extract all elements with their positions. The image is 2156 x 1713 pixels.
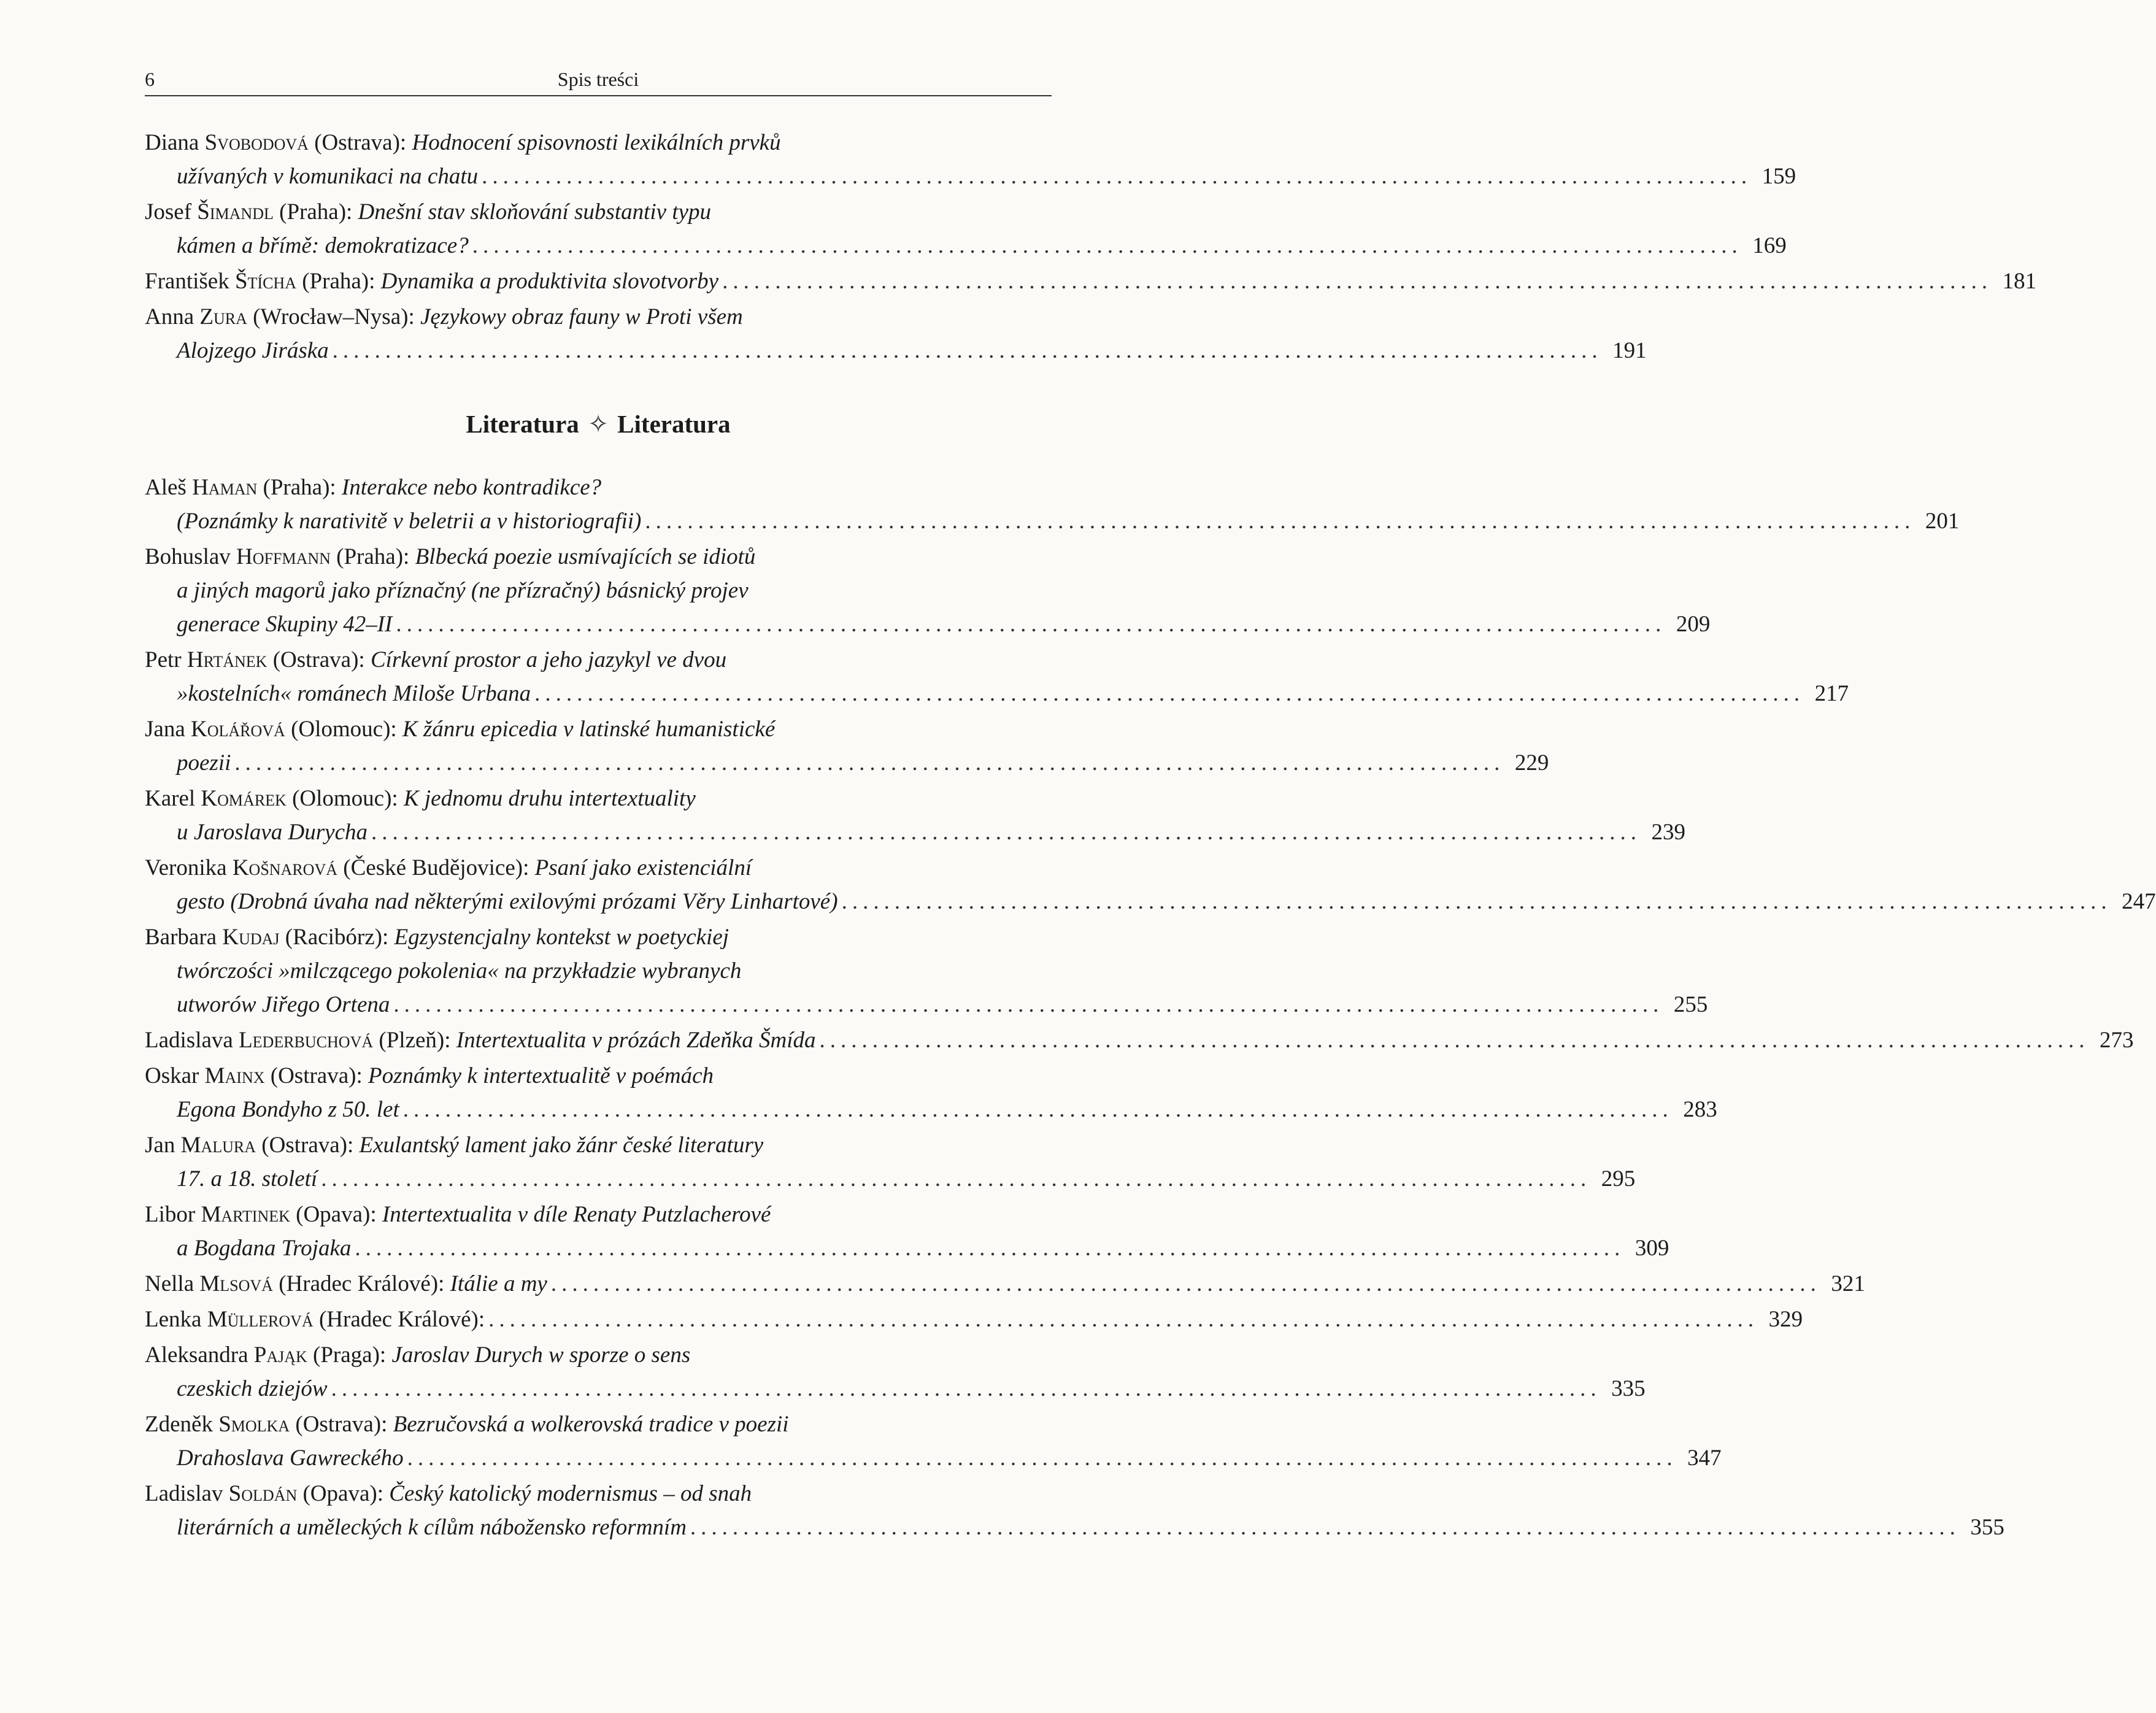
author-last-name: Pająk	[253, 1342, 307, 1368]
entry-title-end	[177, 1231, 351, 1265]
author-affiliation: (Ostrava):	[314, 130, 407, 155]
entry-line	[145, 195, 1052, 229]
author-last-name: Hrtánek	[187, 647, 268, 672]
entry-title: K žánru epicedia v latinské humanistické	[402, 717, 776, 742]
table-of-contents	[145, 126, 2156, 1546]
entry-last-line	[145, 988, 1708, 1022]
entry-last-line	[145, 1372, 1646, 1406]
author-first-name: Lenka	[145, 1307, 202, 1332]
dot-leader: ........................................................................................................................	[321, 1166, 1592, 1191]
page-ref: 229	[1514, 750, 1549, 776]
page-ref: 273	[2100, 1028, 2134, 1053]
entry-title: u Jaroslava Durycha	[177, 820, 368, 845]
entry-title: generace Skupiny 42–II	[177, 612, 393, 637]
author-first-name: Petr	[145, 647, 182, 672]
toc-entry[interactable]	[145, 1338, 1646, 1406]
author-first-name: Oskar	[145, 1063, 199, 1088]
entry-last-line	[145, 334, 1647, 368]
page-ref: 239	[1651, 820, 1686, 845]
entry-last-line	[145, 677, 1849, 710]
toc-entry[interactable]	[145, 1023, 2134, 1057]
author-first-name: Diana	[145, 130, 199, 155]
running-header	[145, 64, 1052, 96]
entry-title: Dnešní stav skloňování substantiv typu	[358, 199, 712, 225]
toc-entry[interactable]	[145, 540, 1711, 641]
entry-last-line	[145, 1267, 1865, 1301]
entry-title: utworów Jiřego Ortena	[177, 992, 390, 1017]
entry-last-line	[145, 229, 1787, 263]
author-first-name: Nella	[145, 1271, 194, 1296]
section-heading-right: Literatura	[617, 410, 731, 438]
entry-title: Psaní jako existenciální	[534, 855, 752, 880]
toc-entry[interactable]	[145, 300, 1647, 368]
entry-line	[145, 126, 1052, 160]
dot-leader: ........................................................................................................................	[331, 1376, 1601, 1401]
dot-leader: ........................................................................................................................	[690, 1515, 1960, 1540]
dot-leader: ........................................................................................................................	[234, 750, 1505, 776]
page-ref: 209	[1676, 612, 1711, 637]
author-last-name: Zura	[199, 304, 247, 329]
dot-leader: ........................................................................................................................	[819, 1028, 2090, 1053]
entry-title-end	[177, 229, 469, 263]
page-number: 6	[145, 68, 155, 90]
page-ref: 321	[1831, 1271, 1865, 1296]
author-first-name: Zdeněk	[145, 1412, 213, 1437]
entry-title: Językowy obraz fauny w Proti všem	[420, 304, 743, 329]
author-first-name: Jan	[145, 1133, 175, 1158]
toc-entry[interactable]	[145, 1303, 1803, 1336]
entry-title: K jednomu druhu intertextuality	[403, 786, 696, 811]
entry-line	[145, 954, 1052, 988]
page-ref: 255	[1673, 992, 1708, 1017]
entry-last-line	[145, 504, 1960, 538]
section-heading	[145, 409, 1052, 439]
entry-last-line	[145, 1441, 1722, 1475]
author-first-name: Ladislav	[145, 1481, 223, 1506]
page-ref: 191	[1612, 338, 1647, 363]
dot-leader: ........................................................................................................................	[371, 820, 1642, 845]
author-last-name: Haman	[192, 475, 258, 500]
author-affiliation: (Praga):	[313, 1342, 387, 1368]
entry-title: Jaroslav Durych w sporze o sens	[391, 1342, 691, 1368]
toc-entry[interactable]	[145, 195, 1787, 263]
dot-leader: ........................................................................................................................	[393, 992, 1664, 1017]
entry-title: Blbecká poezie usmívajících se idiotů	[415, 544, 756, 569]
dot-leader: ........................................................................................................................	[482, 164, 1752, 189]
entry-title: czeskich dziejów	[177, 1376, 328, 1401]
author-affiliation: (Praha):	[279, 199, 353, 225]
author-last-name: Soldán	[228, 1481, 298, 1506]
entry-title-end	[177, 1093, 399, 1126]
toc-entry[interactable]	[145, 712, 1549, 780]
entry-title: Církevní prostor a jeho jazykyl ve dvou	[370, 647, 727, 672]
author-first-name: Libor	[145, 1202, 196, 1227]
entry-title-end	[177, 334, 329, 368]
page-ref: 309	[1634, 1236, 1669, 1261]
entry-title-end	[177, 1372, 328, 1406]
author-first-name: Aleš	[145, 475, 187, 500]
author-last-name: Mainx	[204, 1063, 265, 1088]
toc-entry[interactable]	[145, 1059, 1717, 1126]
entry-line	[145, 540, 1052, 574]
entry-last-line	[145, 815, 1686, 849]
entry-title-end	[177, 885, 838, 918]
toc-entry[interactable]	[145, 1407, 1722, 1475]
entry-line	[145, 1198, 1052, 1231]
author-affiliation: (Plzeň):	[379, 1028, 451, 1053]
toc-entry[interactable]	[145, 264, 2037, 298]
author-affiliation: (Olomouc):	[292, 786, 398, 811]
entry-line	[145, 1059, 1052, 1093]
dot-leader: ........................................................................................................................	[396, 612, 1666, 637]
author-affiliation: (České Budějovice):	[343, 855, 529, 880]
entry-line	[145, 1338, 1052, 1372]
author-first-name: Veronika	[145, 855, 227, 880]
entry-line	[145, 782, 1052, 815]
author-affiliation: (Ostrava):	[270, 1063, 363, 1088]
page-ref: 347	[1687, 1445, 1722, 1471]
page-ref: 329	[1768, 1307, 1803, 1332]
toc-entry[interactable]	[145, 920, 1708, 1022]
toc-entry[interactable]	[145, 1477, 2004, 1544]
entry-line	[145, 574, 1052, 607]
entry-line	[145, 712, 1052, 746]
author-first-name: Jana	[145, 717, 185, 742]
author-last-name: Košnarová	[232, 855, 338, 880]
author-first-name: Anna	[145, 304, 194, 329]
entry-title: Intertextualita v prózách Zdeňka Šmída	[456, 1028, 816, 1053]
entry-title: Hodnocení spisovnosti lexikálních prvků	[412, 130, 781, 155]
page-ref: 295	[1601, 1166, 1636, 1191]
toc-section-linguistics	[145, 126, 2037, 368]
toc-entry[interactable]	[145, 851, 2156, 918]
entry-last-line	[145, 1093, 1717, 1126]
toc-entry[interactable]	[145, 643, 1849, 710]
author-affiliation: (Praha):	[302, 269, 375, 294]
toc-entry[interactable]	[145, 126, 1796, 193]
entry-line	[145, 851, 1052, 885]
dot-leader: ........................................................................................................................	[534, 681, 1805, 706]
entry-title: Alojzego Jiráska	[177, 338, 329, 363]
author-affiliation: (Praha):	[336, 544, 410, 569]
page-ref: 159	[1761, 164, 1796, 189]
entry-title: twórczości »milczącego pokolenia« na przykładzie wybranych	[177, 958, 742, 984]
entry-line	[145, 300, 1052, 334]
entry-title: (Poznámky k narativitě v beletrii a v historiografii)	[177, 509, 642, 534]
author-last-name: Müllerová	[207, 1307, 314, 1332]
author-affiliation: (Hradec Králové):	[279, 1271, 445, 1296]
entry-title: Interakce nebo kontradikce?	[341, 475, 602, 500]
entry-title-end	[145, 1267, 547, 1301]
entry-title: Český katolický modernismus – od snah	[389, 1481, 752, 1506]
entry-last-line	[145, 1511, 2004, 1544]
dot-leader: ........................................................................................................................	[488, 1307, 1759, 1332]
entry-last-line	[145, 264, 2037, 298]
entry-title: Bezručovská a wolkerovská tradice v poezii	[393, 1412, 789, 1437]
author-last-name: Svobodová	[204, 130, 309, 155]
entry-title: literárních a uměleckých k cílům nábožensko reformním	[177, 1515, 687, 1540]
dot-leader: ........................................................................................................................	[332, 338, 1603, 363]
entry-last-line	[145, 1023, 2134, 1057]
dot-leader: ........................................................................................................................	[402, 1097, 1673, 1122]
dot-leader: ........................................................................................................................	[472, 233, 1742, 258]
entry-title: a Bogdana Trojaka	[177, 1236, 352, 1261]
author-affiliation: (Ostrava):	[261, 1133, 354, 1158]
entry-title-end	[177, 815, 368, 849]
entry-last-line	[145, 1303, 1803, 1336]
entry-title: 17. a 18. století	[177, 1166, 318, 1191]
author-affiliation: (Racibórz):	[285, 925, 389, 950]
author-last-name: Martinek	[201, 1202, 290, 1227]
author-affiliation: (Opava):	[302, 1481, 383, 1506]
entry-last-line	[145, 160, 1796, 193]
entry-title-end	[177, 504, 641, 538]
page-ref: 169	[1752, 233, 1787, 258]
entry-line	[145, 1128, 1052, 1162]
page-ref: 201	[1925, 509, 1960, 534]
author-affiliation: (Opava):	[296, 1202, 377, 1227]
entry-title-end	[145, 264, 718, 298]
entry-title: gesto (Drobná úvaha nad některými exilovými prózami Věry Linhartové)	[177, 889, 838, 914]
author-affiliation: (Olomouc):	[291, 717, 397, 742]
entry-last-line	[145, 1231, 1669, 1265]
entry-line	[145, 643, 1052, 677]
author-last-name: Lederbuchová	[239, 1028, 374, 1053]
entry-line	[145, 1407, 1052, 1441]
entry-title-end	[145, 1303, 485, 1336]
page-ref: 217	[1814, 681, 1849, 706]
entry-title: »kostelních« románech Miloše Urbana	[177, 681, 531, 706]
author-last-name: Mlsová	[199, 1271, 273, 1296]
entry-title-end	[177, 746, 231, 780]
entry-title-end	[177, 607, 392, 641]
entry-title: kámen a břímě: demokratizace?	[177, 233, 469, 258]
entry-title: užívaných v komunikaci na chatu	[177, 164, 479, 189]
entry-title-end	[177, 1162, 317, 1196]
toc-section-literature	[145, 471, 2156, 1544]
entry-title: Poznámky k intertextualitě v poémách	[368, 1063, 714, 1088]
entry-title-end	[177, 160, 478, 193]
author-affiliation: (Praha):	[263, 475, 336, 500]
dot-leader: ........................................................................................................................	[407, 1445, 1677, 1471]
entry-line	[145, 1477, 1052, 1511]
entry-title: Egona Bondyho z 50. let	[177, 1097, 399, 1122]
author-last-name: Hoffmann	[236, 544, 331, 569]
author-last-name: Kudaj	[222, 925, 280, 950]
page-ref: 283	[1683, 1097, 1717, 1122]
author-last-name: Kolářová	[191, 717, 285, 742]
page-ref: 335	[1611, 1376, 1646, 1401]
running-title: Spis treści	[557, 68, 639, 90]
section-heading-left: Literatura	[466, 410, 579, 438]
dot-leader: ........................................................................................................................	[550, 1271, 1821, 1296]
entry-title-end	[177, 988, 390, 1022]
diamond-star-icon: ✧	[587, 410, 609, 438]
author-first-name: Aleksandra	[145, 1342, 248, 1368]
toc-entry[interactable]	[145, 1267, 1865, 1301]
author-last-name: Komárek	[201, 786, 287, 811]
author-first-name: Josef	[145, 199, 192, 225]
author-first-name: Karel	[145, 786, 196, 811]
entry-title-end	[145, 1023, 816, 1057]
toc-entry[interactable]	[145, 471, 1960, 538]
entry-line	[145, 920, 1052, 954]
page-ref: 355	[1970, 1515, 2004, 1540]
entry-title: poezii	[177, 750, 231, 776]
entry-last-line	[145, 607, 1711, 641]
dot-leader: ........................................................................................................................	[355, 1236, 1625, 1261]
entry-title-end	[177, 677, 531, 710]
author-first-name: František	[145, 269, 229, 294]
dot-leader: ........................................................................................................................	[841, 889, 2112, 914]
entry-title: a jiných magorů jako příznačný (ne přízračný) básnický projev	[177, 578, 749, 603]
page-ref: 247	[2122, 889, 2156, 914]
page-ref: 181	[2002, 269, 2037, 294]
author-affiliation: (Wrocław–Nysa):	[253, 304, 415, 329]
author-last-name: Šimandl	[197, 199, 274, 225]
author-affiliation: (Ostrava):	[272, 647, 365, 672]
entry-last-line	[145, 885, 2156, 918]
author-affiliation: (Hradec Králové):	[318, 1307, 485, 1332]
author-first-name: Ladislava	[145, 1028, 233, 1053]
entry-title: Intertextualita v díle Renaty Putzlacherové	[382, 1202, 771, 1227]
author-affiliation: (Ostrava):	[295, 1412, 388, 1437]
entry-line	[145, 471, 1052, 504]
author-last-name: Malura	[180, 1133, 256, 1158]
author-first-name: Bohuslav	[145, 544, 231, 569]
entry-title-end	[177, 1441, 404, 1475]
author-last-name: Štícha	[234, 269, 296, 294]
entry-title: Egzystencjalny kontekst w poetyckiej	[394, 925, 730, 950]
entry-title: Itálie a my	[450, 1271, 547, 1296]
author-first-name: Barbara	[145, 925, 217, 950]
entry-title-end	[177, 1511, 687, 1544]
toc-entry[interactable]	[145, 1128, 1636, 1196]
entry-title: Dynamika a produktivita slovotvorby	[380, 269, 719, 294]
dot-leader: ........................................................................................................................	[645, 509, 1915, 534]
entry-last-line	[145, 1162, 1636, 1196]
dot-leader: ........................................................................................................................	[722, 269, 1993, 294]
entry-title: Exulantský lament jako žánr české literatury	[359, 1133, 764, 1158]
entry-last-line	[145, 746, 1549, 780]
toc-entry[interactable]	[145, 782, 1686, 849]
author-last-name: Smolka	[218, 1412, 290, 1437]
toc-entry[interactable]	[145, 1198, 1669, 1265]
entry-title: Drahoslava Gawreckého	[177, 1445, 404, 1471]
